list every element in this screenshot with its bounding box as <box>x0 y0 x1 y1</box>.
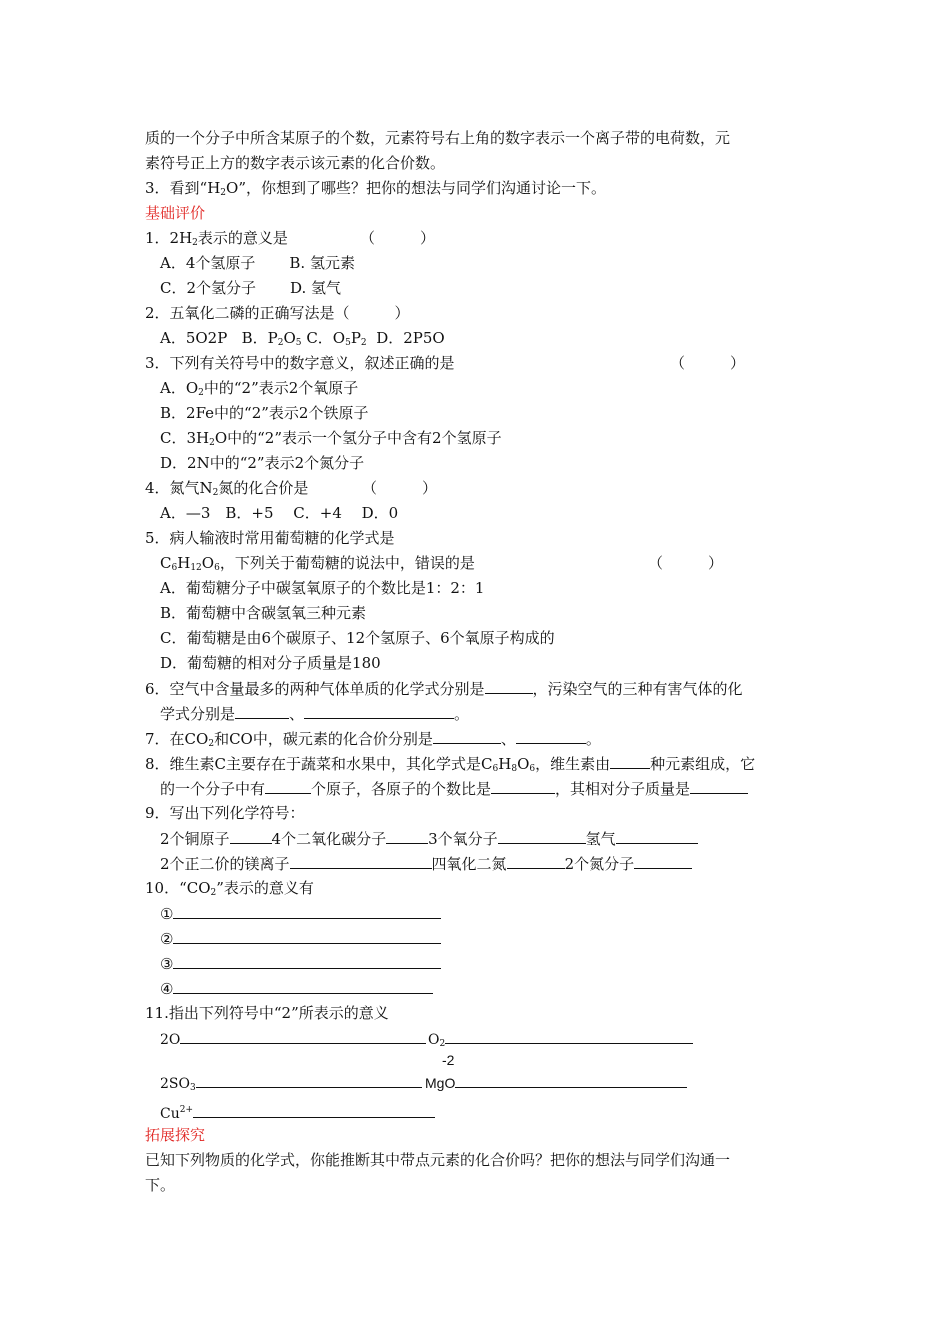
answer-blank[interactable] <box>690 778 748 794</box>
option-a: A．$O_2$中的“2”表示2个氧原子 <box>160 379 359 398</box>
intro-line-1: 质的一个分子中所含某原子的个数，元素符号右上角的数字表示一个离子带的电荷数，元 <box>145 129 731 147</box>
extension-line-2: 下。 <box>145 1176 176 1194</box>
intro-line-2: 素符号正上方的数字表示该元素的化合价数。 <box>145 154 446 172</box>
answer-blank[interactable] <box>616 828 698 844</box>
question-9: 9．写出下列化学符号： <box>145 804 305 822</box>
answer-blank[interactable] <box>230 828 272 844</box>
symbol-2so3: $2SO_3$ <box>160 1072 422 1098</box>
answer-blank[interactable] <box>610 753 650 769</box>
question-10: 10．“$CO_2$”表示的意义有 <box>145 879 314 898</box>
question-5-formula-line: $C_6H_{12}O_6$，下列关于葡萄糖的说法中，错误的是 <box>160 554 475 573</box>
answer-blank[interactable] <box>455 1072 687 1088</box>
answer-blank[interactable] <box>507 853 565 869</box>
answer-blank[interactable] <box>498 828 586 844</box>
answer-blank[interactable] <box>265 778 311 794</box>
question-11: 11.指出下列符号中“2”所表示的意义 <box>145 1004 389 1022</box>
symbol-cu-ion: $Cu^{2+}$ <box>160 1100 435 1124</box>
answer-line-2: ② <box>160 928 441 949</box>
valence-mark: -2 <box>442 1052 455 1068</box>
answer-blank[interactable] <box>180 1028 426 1044</box>
intro-question-3: 3．看到“$H_2O$”，你想到了哪些？把你的想法与同学们沟通讨论一下。 <box>145 179 606 198</box>
symbol-2o: 2O <box>160 1028 426 1050</box>
answer-paren: （ ） <box>362 479 438 497</box>
question-8: 8．维生素C主要存在于蔬菜和水果中，其化学式是$C_6H_8O_6$，维生素由 种元素组成，它 <box>145 755 756 774</box>
option-c: C．葡萄糖是由6个碳原子、12个氢原子、6个氧原子构成的 <box>160 629 555 647</box>
answer-blank[interactable] <box>386 828 428 844</box>
question-5: 5．病人输液时常用葡萄糖的化学式是 <box>145 529 395 547</box>
option-row: A．5O2P B．$P_2O_5$ C．$O_5P_2$ D．2P5O <box>160 329 445 348</box>
symbol-mgo: MgO <box>425 1072 687 1093</box>
question-6-line-2: 学式分别是 、 。 <box>160 705 470 723</box>
extension-line-1: 已知下列物质的化学式，你能推断其中带点元素的化合价吗？把你的想法与同学们沟通一 <box>145 1151 731 1169</box>
section-heading-extension: 拓展探究 <box>145 1126 206 1144</box>
option-row: A．—3 B．+5 C．+4 D．0 <box>160 504 399 522</box>
answer-blank[interactable] <box>485 678 533 694</box>
answer-paren: （ ） <box>670 354 746 372</box>
option-row: A．4个氢原子 B. 氢元素 <box>160 254 355 272</box>
answer-line-3: ③ <box>160 953 441 974</box>
answer-paren: （ ） <box>360 229 436 247</box>
symbol-o2: $O_2$ <box>428 1028 693 1054</box>
question-4: 4．氮气$N_2$氮的化合价是 <box>145 479 309 498</box>
question-9-row-1: 2个铜原子 4个二氧化碳分子 3个氧分子 氢气 <box>160 828 698 849</box>
option-c: C．$3H_2O$中的“2”表示一个氢分子中含有2个氢原子 <box>160 429 502 448</box>
answer-line-4: ④ <box>160 978 433 999</box>
answer-blank[interactable] <box>173 928 441 944</box>
option-b: B．葡萄糖中含碳氢氧三种元素 <box>160 604 367 622</box>
option-d: D．2N中的“2”表示2个氮分子 <box>160 454 365 472</box>
answer-blank[interactable] <box>445 1028 693 1044</box>
option-row: C．2个氢分子 D. 氢气 <box>160 279 342 297</box>
question-6: 6．空气中含量最多的两种气体单质的化学式分别是 ，污染空气的三种有害气体的化 <box>145 680 743 698</box>
answer-blank[interactable] <box>634 853 692 869</box>
question-2: 2．五氧化二磷的正确写法是（ ） <box>145 304 410 322</box>
answer-blank[interactable] <box>173 903 441 919</box>
option-b: B．2Fe中的“2”表示2个铁原子 <box>160 404 369 422</box>
answer-blank[interactable] <box>304 703 454 719</box>
answer-paren: （ ） <box>648 554 724 572</box>
answer-blank[interactable] <box>491 778 555 794</box>
question-7: 7．在$CO_2$和CO中，碳元素的化合价分别是 、 。 <box>145 730 601 749</box>
answer-blank[interactable] <box>173 978 433 994</box>
option-d: D．葡萄糖的相对分子质量是180 <box>160 654 381 672</box>
answer-blank[interactable] <box>235 703 289 719</box>
answer-blank[interactable] <box>433 728 501 744</box>
question-8-line-2: 的一个分子中有 个原子，各原子的个数比是 ，其相对分子质量是 <box>160 778 748 799</box>
question-3: 3．下列有关符号中的数字意义，叙述正确的是 <box>145 354 455 372</box>
answer-blank[interactable] <box>196 1072 422 1088</box>
answer-blank[interactable] <box>516 728 586 744</box>
answer-line-1: ① <box>160 903 441 924</box>
question-9-row-2: 2个正二价的镁离子 四氧化二氮 2个氮分子 <box>160 853 692 874</box>
answer-blank[interactable] <box>290 853 432 869</box>
section-heading-basic: 基础评价 <box>145 204 206 222</box>
option-a: A．葡萄糖分子中碳氢氧原子的个数比是1：2：1 <box>160 579 485 597</box>
answer-blank[interactable] <box>193 1102 435 1118</box>
answer-blank[interactable] <box>173 953 441 969</box>
question-1: 1．$2H_2$表示的意义是 <box>145 229 288 248</box>
